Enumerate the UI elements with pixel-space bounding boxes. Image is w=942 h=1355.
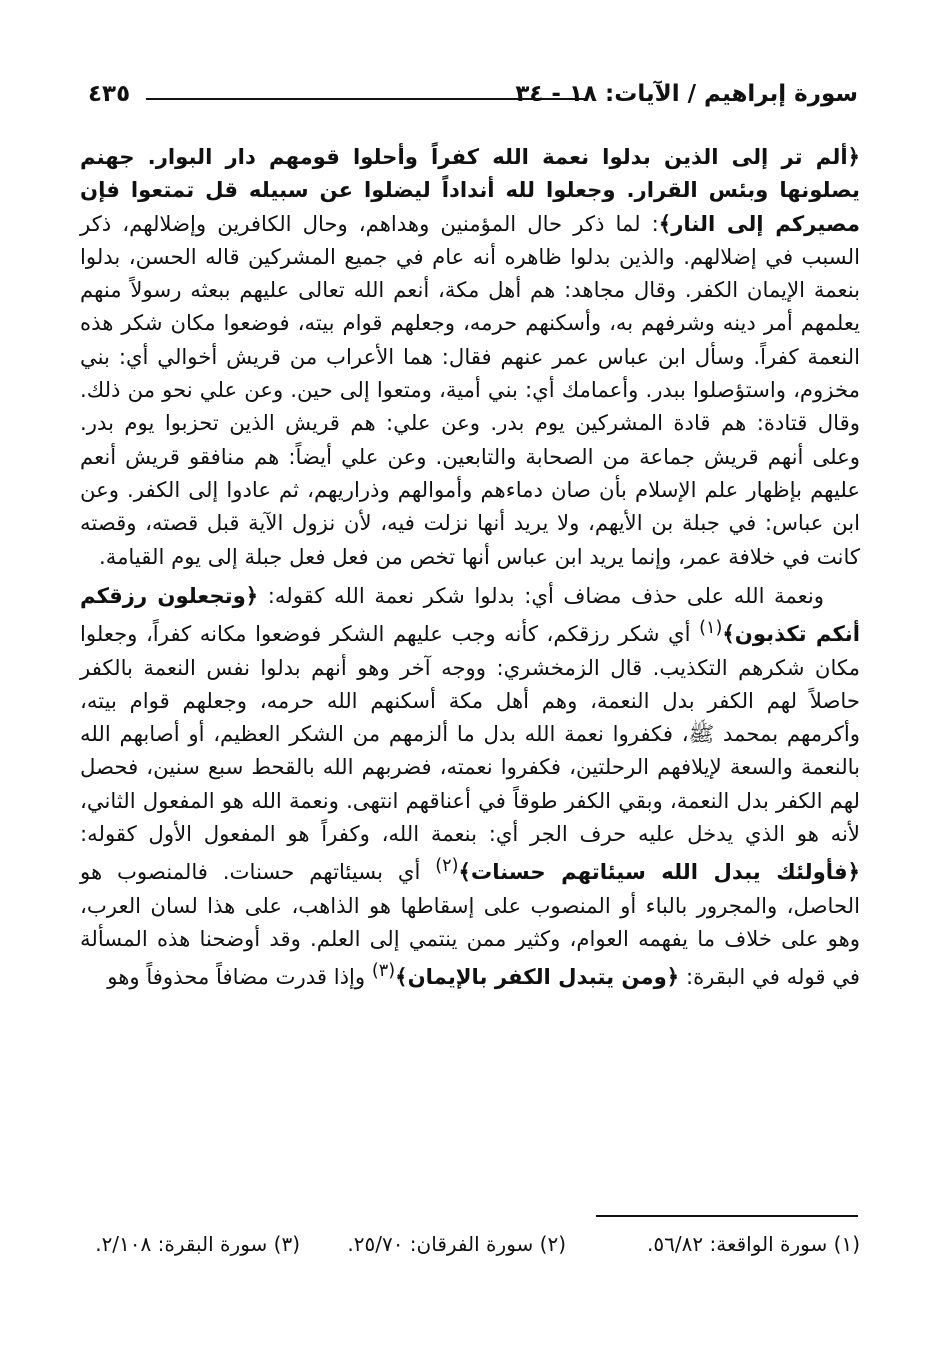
header-rule: [146, 98, 586, 100]
page-header: [88, 76, 858, 120]
footnote-3: (٣) سورة البقرة: ٢/١٠٨.: [95, 1232, 300, 1256]
footnotes: [84, 1228, 860, 1264]
footnote-1: (١) سورة الواقعة: ٥٦/٨٢.: [647, 1232, 860, 1256]
footnote-2: (٢) سورة الفرقان: ٢٥/٧٠.: [347, 1232, 566, 1256]
commentary-text: أي بسيئاتهم حسنات. فالمنصوب هو الحاصل، والمجرور بالباء أو المنصوب على إسقاطها هو الذاهب، على هذا لسان العرب، وهو على خلاف ما يفهمه العوام، وكثير ممن ينتمي إلى العلم. وقد أوضحنا هذه المسألة في قوله في البقرة:: [80, 859, 860, 990]
footnote-separator: [596, 1215, 858, 1217]
commentary-text: أي شكر رزقكم، كأنه وجب عليهم الشكر فوضعوا مكانه كفراً، وجعلوا مكان شكرهم التكذيب. قال الزمخشري: ووجه آخر وهو أنهم بدلوا نفس النعمة بالكفر حاصلاً لهم الكفر بدل النعمة، وهم أهل مكة أسكنهم الله حرمه، وجعلهم قوام بيته، وأكرمهم بمحمد ﷺ، فكفروا نعمة الله بدل ما ألزمهم من الشكر العظيم، أو أصابهم الله بالنعمة والسعة لإيلافهم الرحلتين، فكفروا نعمته، فضربهم الله بالقحط سبع سنين، فحصل لهم الكفر بدل النعمة، وبقي الكفر طوقاً في أعناقهم انتهى. ونعمة الله هو المفعول الثاني، لأنه هو الذي يدخل عليه حرف الجر أي: بنعمة الله، وكفراً هو المفعول الأول كقوله:: [80, 621, 860, 846]
footnote-ref: (١): [699, 618, 723, 639]
page-number: ٤٣٥: [88, 81, 131, 107]
quran-verse: ﴿وتجعلون رزقكم أنكم تكذبون﴾: [80, 582, 860, 647]
main-text: [80, 140, 860, 994]
footnote-ref: (٣): [371, 961, 396, 982]
running-head-title: سورة إبراهيم / الآيات: ١٨ - ٣٤: [515, 81, 858, 107]
quran-verse: ﴿ألم تر إلى الذين بدلوا نعمة الله كفراً وأحلوا قومهم دار البوار. جهنم يصلونها وبئس القرار. وجعلوا لله أنداداً ليضلوا عن سبيله قل تمتعوا فإن مصيركم إلى النار﴾: [80, 144, 860, 236]
quran-verse: ﴿ومن يتبدل الكفر بالإيمان﴾: [395, 964, 680, 990]
quran-verse: ﴿فأولئك يبدل الله سيئاتهم حسنات﴾: [458, 859, 861, 885]
commentary-text: وإذا قدرت مضافاً محذوفاً وهو: [107, 964, 372, 990]
commentary-text: ونعمة الله على حذف مضاف أي: بدلوا شكر نعمة الله كقوله:: [258, 582, 824, 608]
paragraph-1: [80, 140, 860, 573]
footnote-ref: (٢): [435, 856, 459, 877]
commentary-text: : لما ذكر حال المؤمنين وهداهم، وحال الكافرين وإضلالهم، ذكر السبب في إضلالهم. والذين بدلوا ظاهره أنه عام في جميع المشركين قاله الحسن، بدلوا بنعمة الإيمان الكفر. وقال مجاهد: هم أهل مكة، أنعم الله تعالى عليهم ببعثه رسولاً منهم يعلمهم أمر دينه وشرفهم به، وأسكنهم حرمه، وجعلهم قوام بيته، فوضعوا مكان شكر هذه النعمة كفراً. وسأل ابن عباس عمر عنهم فقال: هما الأعراب من قريش أخوالي أي: بني مخزوم، واستؤصلوا ببدر. وأعمامك أي: بني أمية، ومتعوا إلى حين. وعن علي نحو من ذلك. وقال قتادة: هم قادة المشركين يوم بدر. وعن علي: هم قريش الذين تحزبوا يوم بدر. وعلى أنهم قريش جماعة من الصحابة والتابعين. وعن علي أيضاً: هم منافقو قريش أنعم عليهم بإظهار علم الإسلام بأن صان دماءهم وأموالهم وذراريهم، ثم عادوا إلى الكفر. وعن ابن عباس: في جبلة بن الأيهم، ولا يريد أنها نزلت فيه، لأن نزول الآية قبل قصته، وقصته كانت في خلافة عمر، وإنما يريد ابن عباس أنها تخص من فعل فعل جبلة إلى يوم القيامة.: [80, 210, 860, 569]
paragraph-2: [80, 579, 860, 994]
